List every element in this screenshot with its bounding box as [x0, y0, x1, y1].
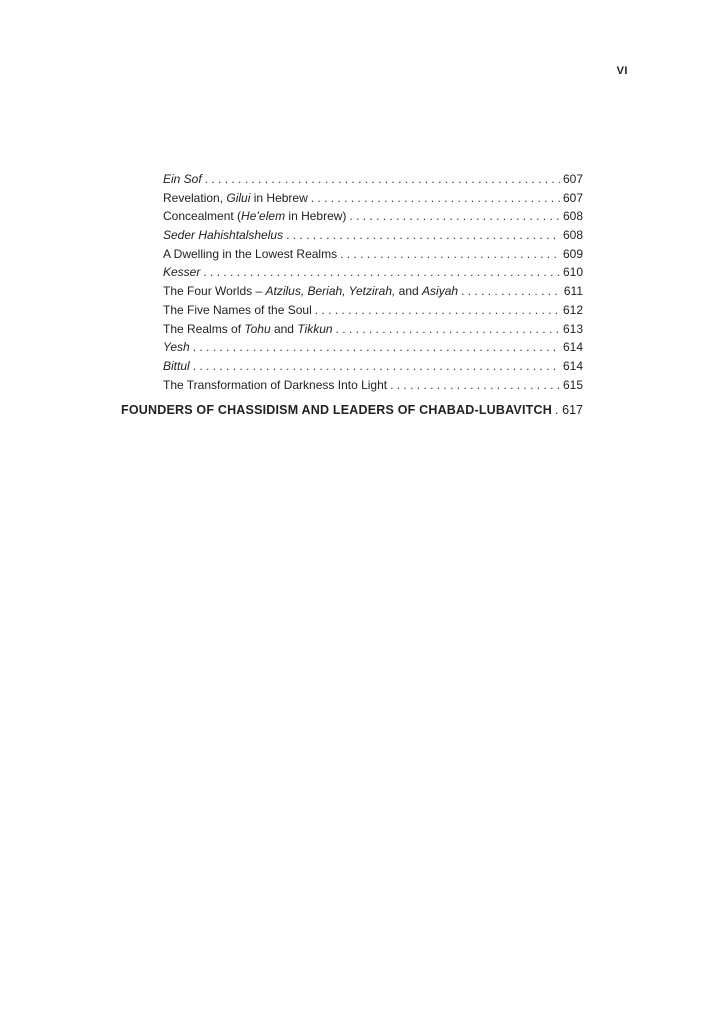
toc-section-entry[interactable] — [121, 400, 583, 420]
toc-entry-title-part: Bittul — [163, 358, 190, 373]
toc-entry[interactable] — [163, 338, 583, 357]
toc-entry[interactable] — [163, 357, 583, 376]
toc-entry-title — [163, 263, 200, 282]
toc-entry-title — [163, 170, 202, 189]
toc-entry-page-number: 614 — [562, 340, 583, 355]
toc-entry-page-number: 608 — [562, 228, 583, 243]
toc-entry-page-number: 615 — [562, 377, 583, 392]
toc-section-page-number: 617 — [562, 403, 583, 417]
dot-leader — [390, 376, 560, 395]
toc-entry-title-part: Tohu — [244, 321, 271, 336]
toc-entry-title — [163, 207, 346, 226]
dot-leader — [286, 226, 560, 245]
toc-entry-title-part: Atzilus, Beriah, Yetzirah, — [265, 284, 396, 299]
toc-entry-title — [163, 245, 337, 264]
dot-leader — [311, 189, 560, 208]
toc-entry[interactable] — [163, 245, 583, 264]
toc-entry-title — [163, 357, 190, 376]
toc-entry-title-part: He’elem — [241, 209, 286, 224]
dot-leader — [349, 207, 560, 226]
toc-entry-title-part: Gilui — [226, 190, 251, 205]
toc-entry-page-number: 608 — [562, 209, 583, 224]
toc-entry-title-part: Concealment ( — [163, 209, 242, 224]
toc-entry-title — [163, 320, 333, 339]
page-number: VI — [616, 65, 628, 77]
toc-entry-title-part: Seder Hahishtalshelus — [163, 228, 284, 243]
dot-leader — [336, 320, 560, 339]
toc-entry-page-number: 612 — [562, 302, 583, 317]
toc-entry-title-part: in Hebrew — [250, 190, 308, 205]
toc-entry-title-part: The Four Worlds – — [163, 284, 266, 299]
dot-leader — [315, 301, 560, 320]
dot-leader — [461, 282, 561, 301]
toc-entry-title — [163, 338, 190, 357]
toc-entry-title — [163, 301, 312, 320]
table-of-contents — [163, 170, 583, 394]
toc-entry-title-part: Tikkun — [297, 321, 333, 336]
toc-entry[interactable] — [163, 282, 583, 301]
dot-leader — [205, 170, 560, 189]
toc-entry-title — [163, 226, 283, 245]
toc-entry-title-part: The Transformation of Darkness Into Light — [163, 377, 388, 392]
toc-entry-page-number: 607 — [562, 190, 583, 205]
toc-entry-title-part: Ein Sof — [163, 172, 202, 186]
toc-entry[interactable] — [163, 226, 583, 245]
toc-entry-title-part: The Five Names of the Soul — [163, 302, 312, 317]
toc-entry-page-number: 613 — [562, 321, 583, 336]
toc-entry-page-number: 611 — [563, 284, 583, 299]
toc-entry-title-part: Revelation, — [163, 190, 227, 205]
toc-entry[interactable] — [163, 189, 583, 208]
toc-entry[interactable] — [163, 263, 583, 282]
toc-entry[interactable] — [163, 301, 583, 320]
dot-leader — [203, 263, 560, 282]
toc-entry[interactable] — [163, 376, 583, 395]
toc-entry-page-number: 607 — [562, 172, 583, 186]
toc-entry-title — [163, 189, 308, 208]
toc-entry[interactable] — [163, 207, 583, 226]
toc-entry-title-part: A Dwelling in the Lowest Realms — [163, 246, 338, 261]
toc-entry-page-number: 609 — [562, 246, 583, 261]
toc-section-title: FOUNDERS OF CHASSIDISM AND LEADERS OF CHABAD-LUBAVITCH — [121, 403, 552, 417]
dot-leader — [340, 245, 560, 264]
toc-entry-title-part: Yesh — [163, 340, 190, 355]
toc-entry-page-number: 614 — [562, 358, 583, 373]
toc-entry-title-part: in Hebrew) — [285, 209, 347, 224]
toc-entry[interactable] — [163, 320, 583, 339]
toc-entry[interactable] — [163, 170, 583, 189]
dot-leader — [193, 357, 560, 376]
toc-entry-title-part: Asiyah — [422, 284, 459, 299]
dot-leader — [193, 338, 560, 357]
toc-entry-title-part: Kesser — [163, 265, 201, 280]
toc-entry-title — [163, 376, 387, 395]
toc-entry-title-part: and — [395, 284, 423, 299]
toc-entry-title-part: and — [270, 321, 298, 336]
toc-entry-page-number: 610 — [562, 265, 583, 280]
toc-entry-title-part: The Realms of — [163, 321, 245, 336]
dot-leader — [555, 400, 559, 420]
toc-entry-title — [163, 282, 458, 301]
